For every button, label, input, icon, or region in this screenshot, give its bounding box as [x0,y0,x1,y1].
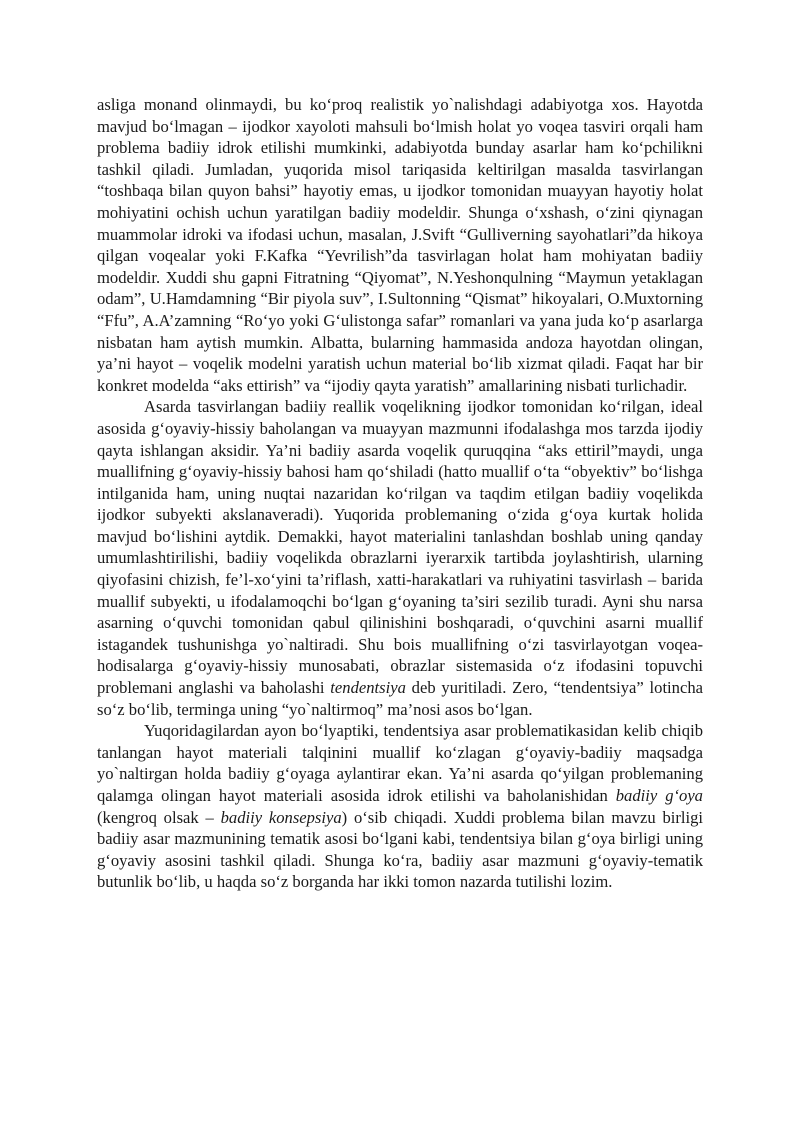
paragraph-3-text-a: Yuqoridagilardan ayon bo‘lyaptiki, tendentsiya asar problematikasidan kelib chiqib tanlangan hayot materiali talqinini muallif ko‘zlagan g‘oyaviy-badiiy maqsadga yo`naltirgan holda badiiy g‘oyaga aylantirar ekan. Ya’ni asarda qo‘yilgan problemaning qalamga olingan hayot materiali asosida idrok etilishi va baholanishidan [97,721,703,805]
paragraph-1-text: asliga monand olinmaydi, bu ko‘proq realistik yo`nalishdagi adabiyotga xos. Hayotda mavjud bo‘lmagan – ijodkor xayoloti mahsuli bo‘lmish holat yo voqea tasviri orqali ham problema badiiy idrok etilishi mumkinki, adabiyotda bunday asarlar ham ko‘pchilikni tashkil qiladi. Jumladan, yuqorida misol tariqasida keltirilgan masalda tasvirlangan “toshbaqa bilan quyon bahsi” hayotiy emas, u ijodkor tomonidan muayyan hayotiy holat mohiyatini ochish uchun yaratilgan badiiy modeldir. Shunga o‘xshash, o‘zini qiynagan muammolar idroki va ifodasi uchun, masalan, J.Svift “Gulliverning sayohatlari”da hikoya qilgan voqealar yoki F.Kafka “Yevrilish”da tasvirlagan holat ham mohiyatan badiiy modeldir. Xuddi shu gapni Fitratning “Qiyomat”, N.Yeshonqulning “Maymun yetaklagan odam”, U.Hamdamning “Bir piyola suv”, I.Sultonning “Qismat” hikoyalari, O.Muxtorning “Ffu”, A.A’zamning “Ro‘yo yoki G‘ulistonga safar” romanlari va yana juda ko‘p asarlarga nisbatan ham aytish mumkin. Albatta, bularning hammasida andoza hayotdan olingan, ya’ni hayot – voqelik modelni yaratish uchun material bo‘lib xizmat qiladi. Faqat har bir konkret modelda “aks ettirish” va “ijodiy qayta yaratish” amallarining nisbati turlichadir. [97,95,703,395]
paragraph-3-text-c: ) o‘sib chiqadi. Xuddi problema bilan mavzu birligi badiiy asar mazmunining tematik asosi bo‘lgani kabi, tendentsiya bilan g‘oya birligi uning g‘oyaviy asosini tashkil qiladi. Shunga ko‘ra, badiiy asar mazmuni g‘oyaviy-tematik butunlik bo‘lib, u haqda so‘z borganda har ikki tomon nazarda tutilishi lozim. [97,807,703,892]
paragraph-3 [97,720,703,893]
paragraph-3-term-italic-2: badiiy konsepsiya [220,807,342,827]
paragraph-2-text-a: Asarda tasvirlangan badiiy reallik voqelikning ijodkor tomonidan ko‘rilgan, ideal asosida g‘oyaviy-hissiy baholangan va muayyan mazmunni ifodalashga mos tarzda ijodiy qayta ishlangan aksidir. Ya’ni badiiy asarda voqelik quruqqina “aks ettiril”maydi, unga muallifning g‘oyaviy-hissiy bahosi ham qo‘shiladi (hatto muallif o‘ta “obyektiv” bo‘lishga intilganida ham, uning nuqtai nazaridan ko‘rilgan va taqdim etilgan badiiy voqelikda ijodkor subyekti akslanaveradi). Yuqorida problemaning o‘zida g‘oya kurtak holida mavjud bo‘lishini aytdik. Demakki, hayot materialini tanlashdan boshlab uning qanday umumlashtirilishi, badiiy voqelikda obrazlarni iyerarxik tartibda joylashtirish, ularning qiyofasini chizish, fe’l-xo‘yini ta’riflash, xatti-harakatlari va ruhiyatini tasvirlash – barida muallif subyekti, u ifodalamoqchi bo‘lgan g‘oyaning ta’siri sezilib turadi. Ayni shu narsa asarning o‘quvchi tomonidan qabul qilinishini boshqaradi, o‘quvchini asarni muallif istagandek tushunishga yo`naltiradi. Shu bois muallifning o‘zi tasvirlayotgan voqea-hodisalarga g‘oyaviy-hissiy munosabati, obrazlar sistemasida o‘z ifodasini topuvchi problemani anglashi va baholashi [97,397,703,698]
paragraph-3-term-italic-1: badiiy g‘oya [615,786,703,805]
paragraph-2-term-italic: tendentsiya [330,678,406,698]
paragraph-3-text-b: (kengroq olsak – [97,807,221,827]
paragraph-2 [97,396,703,720]
document-page [97,94,703,893]
paragraph-2-text-b: deb yuritiladi. Zero, “tendentsiya” lotincha so‘z bo‘lib, terminga uning “yo`naltirmoq” ma’nosi asos bo‘lgan. [97,678,703,719]
paragraph-1 [97,94,703,396]
